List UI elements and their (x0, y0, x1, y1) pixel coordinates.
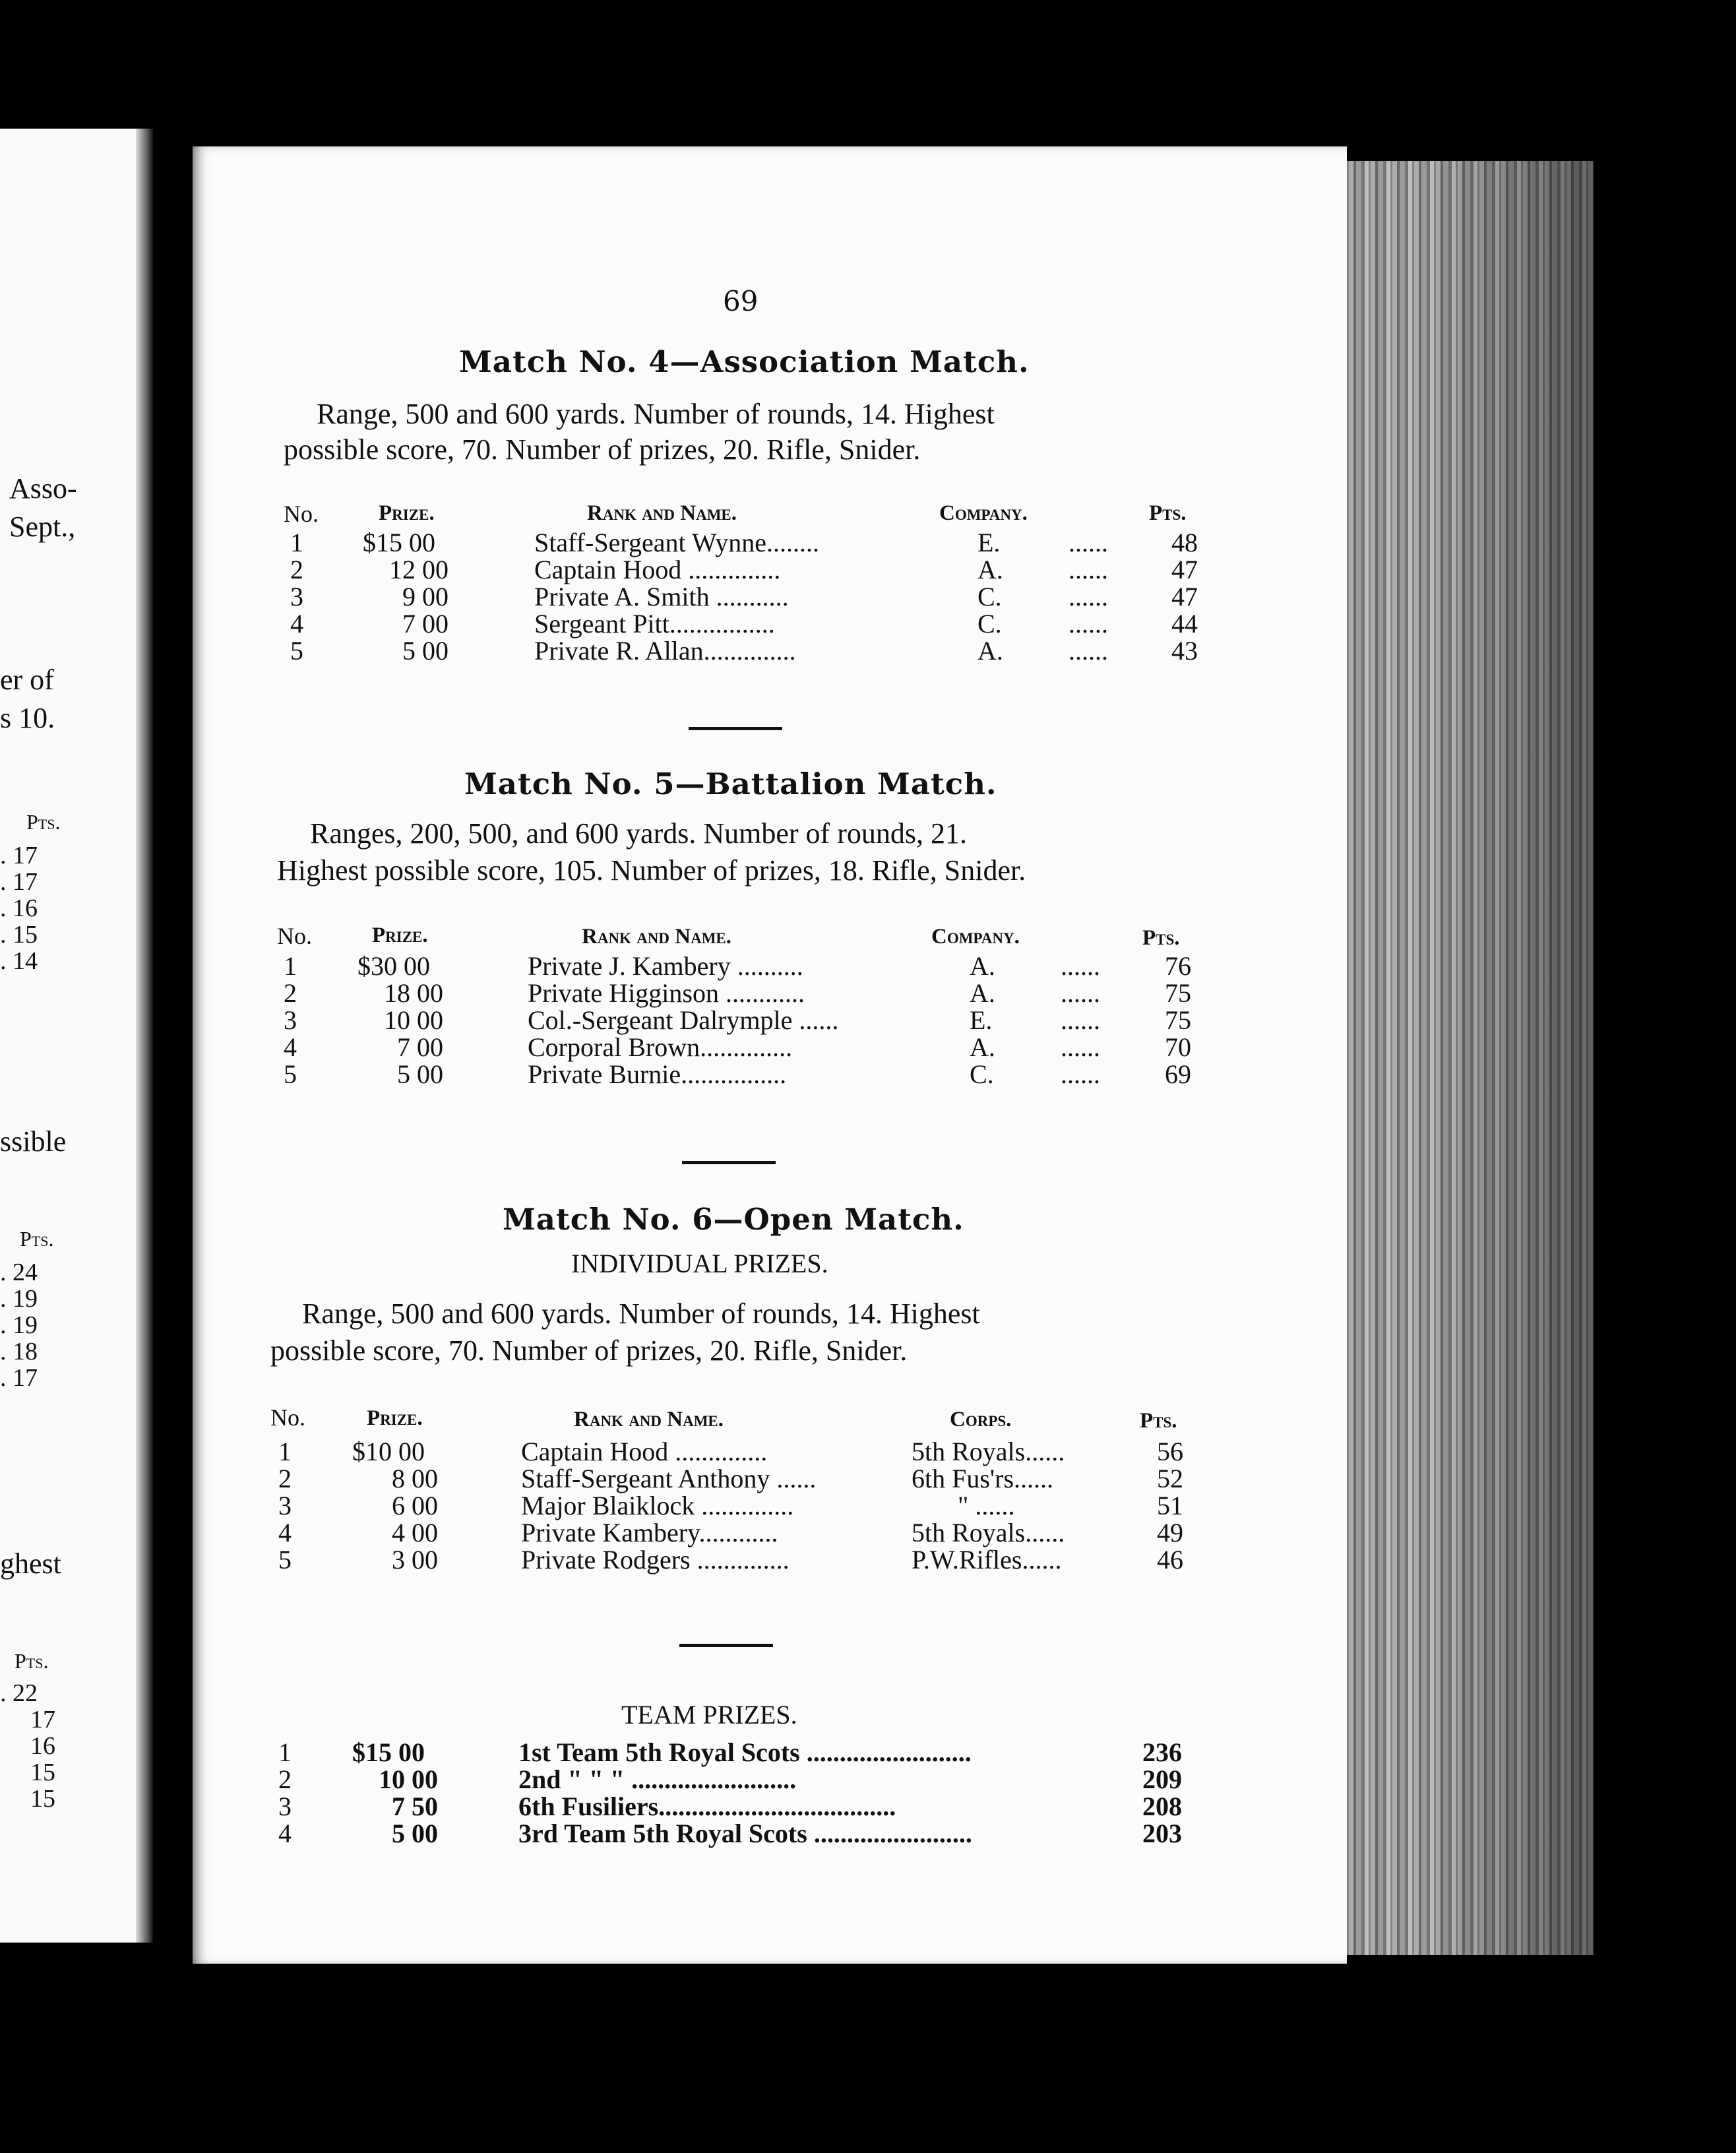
row-prize: $30 00 (357, 951, 430, 981)
row-name: Sergeant Pitt................ (534, 609, 775, 639)
row-name: Private J. Kambery .......... (528, 951, 803, 981)
match6-title: Match No. 6—Open Match. (503, 1202, 964, 1237)
row-company: C. (977, 582, 1002, 611)
row-dots: ...... (1069, 582, 1108, 611)
left-fragment: . 18 (0, 1338, 38, 1365)
col-header-prize: Prize. (372, 923, 428, 947)
left-fragment: Pts. (15, 1649, 49, 1673)
row-prize: 5 00 (392, 1819, 438, 1848)
row-company: A. (977, 555, 1003, 584)
row-name: 2nd " " " ......................... (518, 1764, 797, 1794)
row-pts: 209 (1142, 1764, 1182, 1794)
row-prize: $15 00 (363, 528, 435, 557)
left-fragment: ssible (0, 1125, 67, 1158)
row-name: Private Higginson ............ (528, 978, 805, 1008)
row-prize: 18 00 (384, 978, 443, 1008)
row-dots: ...... (1069, 636, 1108, 666)
left-fragment: Pts. (20, 1227, 54, 1251)
row-name: 1st Team 5th Royal Scots ......................... (518, 1737, 972, 1767)
row-no: 2 (290, 555, 303, 584)
row-no: 5 (290, 636, 303, 666)
row-pts: 203 (1142, 1819, 1182, 1848)
row-name: Private R. Allan.............. (534, 636, 796, 666)
row-prize: 7 00 (402, 609, 449, 639)
row-pts: 69 (1165, 1059, 1191, 1089)
row-prize: $10 00 (352, 1437, 425, 1466)
row-no: 2 (278, 1464, 292, 1493)
row-no: 4 (278, 1819, 292, 1848)
row-name: Captain Hood .............. (521, 1437, 768, 1466)
row-prize: 7 00 (397, 1032, 443, 1062)
match5-para-line1: Ranges, 200, 500, and 600 yards. Number of rounds, 21. (310, 817, 967, 850)
row-dots: ...... (1069, 528, 1108, 557)
col-header-name: Rank and Name. (582, 925, 732, 949)
col-header-name: Rank and Name. (587, 501, 737, 525)
row-pts: 43 (1171, 636, 1198, 666)
row-name: Private Kambery............ (521, 1518, 778, 1547)
left-fragment: s 10. (0, 702, 55, 734)
row-name: 6th Fusiliers.................................... (518, 1792, 896, 1821)
left-fragment: . 17 (0, 842, 38, 869)
book-page (193, 146, 1347, 1964)
row-pts: 75 (1165, 1005, 1191, 1035)
row-company: C. (970, 1059, 994, 1089)
match6-para-line1: Range, 500 and 600 yards. Number of rounds, 14. Highest (302, 1297, 980, 1330)
row-prize: 5 00 (397, 1059, 443, 1089)
row-pts: 51 (1157, 1491, 1183, 1520)
left-fragment: . 14 (0, 947, 38, 975)
row-prize: 10 00 (379, 1764, 438, 1794)
row-no: 5 (278, 1545, 292, 1575)
row-prize: 7 50 (392, 1792, 438, 1821)
row-pts: 48 (1171, 528, 1198, 557)
row-prize: 3 00 (392, 1545, 438, 1575)
row-prize: 12 00 (389, 555, 449, 584)
row-company: A. (977, 636, 1003, 666)
col-header-prize: Prize. (379, 501, 435, 525)
previous-page-fragment (0, 129, 153, 1943)
left-fragment: 16 (30, 1732, 55, 1760)
section-divider (689, 727, 782, 730)
team-prizes-heading: TEAM PRIZES. (621, 1700, 797, 1730)
row-no: 2 (278, 1764, 292, 1794)
row-no: 5 (284, 1059, 297, 1089)
row-no: 1 (290, 528, 303, 557)
row-pts: 70 (1165, 1032, 1191, 1062)
col-header-company: Company. (939, 501, 1028, 525)
row-company: E. (977, 528, 1001, 557)
left-fragment: 15 (30, 1759, 55, 1786)
row-dots: ...... (1061, 1059, 1100, 1089)
row-dots: ...... (1061, 951, 1100, 981)
left-fragment: Pts. (26, 810, 61, 834)
row-name: Major Blaiklock .............. (521, 1491, 794, 1520)
row-name: Staff-Sergeant Anthony ...... (521, 1464, 817, 1493)
row-dots: ...... (1069, 609, 1108, 639)
row-corps: P.W.Rifles...... (912, 1545, 1062, 1575)
match4-para-line2: possible score, 70. Number of prizes, 20. Rifle, Snider. (284, 433, 921, 466)
row-name: Private A. Smith ........... (534, 582, 789, 611)
row-no: 4 (290, 609, 303, 639)
section-divider (682, 1161, 776, 1164)
row-no: 3 (284, 1005, 297, 1035)
left-fragment: ghest (0, 1547, 61, 1580)
row-no: 1 (284, 951, 297, 981)
row-name: Col.-Sergeant Dalrymple ...... (528, 1005, 839, 1035)
book-edge-shadow (1425, 161, 1594, 1955)
row-no: 3 (278, 1491, 292, 1520)
row-name: Captain Hood .............. (534, 555, 781, 584)
row-company: A. (970, 978, 995, 1008)
row-name: 3rd Team 5th Royal Scots ........................ (518, 1819, 972, 1848)
left-fragment: . 22 (0, 1679, 38, 1707)
left-fragment: er of (0, 664, 54, 696)
row-corps: 5th Royals...... (912, 1518, 1065, 1547)
match5-para-line2: Highest possible score, 105. Number of prizes, 18. Rifle, Snider. (277, 854, 1026, 887)
row-prize: 8 00 (392, 1464, 438, 1493)
col-header-prize: Prize. (367, 1406, 423, 1430)
row-name: Private Burnie................ (528, 1059, 787, 1089)
row-no: 4 (278, 1518, 292, 1547)
left-fragment: 17 (30, 1706, 55, 1733)
row-pts: 47 (1171, 555, 1198, 584)
match4-para-line1: Range, 500 and 600 yards. Number of rounds, 14. Highest (317, 398, 995, 430)
individual-prizes-heading: INDIVIDUAL PRIZES. (571, 1249, 828, 1278)
row-no: 3 (278, 1792, 292, 1821)
col-header-pts: Pts. (1140, 1409, 1177, 1433)
left-fragment: . 15 (0, 921, 38, 949)
row-no: 1 (278, 1437, 292, 1466)
col-header-pts: Pts. (1142, 926, 1180, 950)
row-dots: ...... (1061, 1005, 1100, 1035)
left-fragment: . 17 (0, 868, 38, 896)
row-pts: 236 (1142, 1737, 1182, 1767)
col-header-name: Rank and Name. (574, 1408, 724, 1431)
row-prize: 4 00 (392, 1518, 438, 1547)
row-corps: " ...... (958, 1491, 1015, 1520)
left-fragment: . 19 (0, 1311, 38, 1339)
row-pts: 76 (1165, 951, 1191, 981)
row-company: E. (970, 1005, 993, 1035)
row-name: Private Rodgers .............. (521, 1545, 790, 1575)
row-corps: 6th Fus'rs...... (912, 1464, 1054, 1493)
col-header-company: Company. (931, 925, 1020, 949)
left-fragment: . 16 (0, 894, 38, 922)
row-pts: 208 (1142, 1792, 1182, 1821)
row-pts: 75 (1165, 978, 1191, 1008)
row-pts: 49 (1157, 1518, 1183, 1547)
page-number: 69 (723, 285, 759, 317)
section-divider (679, 1644, 773, 1647)
row-no: 2 (284, 978, 297, 1008)
row-prize: 6 00 (392, 1491, 438, 1520)
row-prize: 9 00 (402, 582, 449, 611)
match6-para-line2: possible score, 70. Number of prizes, 20. Rifle, Snider. (270, 1334, 908, 1367)
left-fragment: Asso- (9, 472, 77, 505)
row-pts: 46 (1157, 1545, 1183, 1575)
row-company: A. (970, 951, 995, 981)
col-header-corps: Corps. (950, 1408, 1012, 1431)
left-fragment: . 24 (0, 1259, 38, 1286)
row-no: 4 (284, 1032, 297, 1062)
left-fragment: Sept., (9, 511, 76, 543)
row-pts: 44 (1171, 609, 1198, 639)
col-header-no: No. (277, 923, 312, 949)
row-pts: 52 (1157, 1464, 1183, 1493)
match5-title: Match No. 5—Battalion Match. (464, 766, 997, 801)
row-name: Staff-Sergeant Wynne........ (534, 528, 819, 557)
row-name: Corporal Brown.............. (528, 1032, 793, 1062)
row-no: 3 (290, 582, 303, 611)
row-dots: ...... (1061, 978, 1100, 1008)
row-no: 1 (278, 1737, 292, 1767)
page-gutter (136, 129, 153, 1943)
row-prize: $15 00 (352, 1737, 425, 1767)
left-fragment: 15 (30, 1785, 55, 1813)
match4-title: Match No. 4—Association Match. (459, 344, 1030, 379)
row-company: A. (970, 1032, 995, 1062)
col-header-no: No. (284, 501, 319, 527)
row-prize: 10 00 (384, 1005, 443, 1035)
col-header-no: No. (270, 1404, 305, 1431)
left-fragment: . 19 (0, 1285, 38, 1313)
col-header-pts: Pts. (1149, 501, 1187, 525)
row-pts: 56 (1157, 1437, 1183, 1466)
row-dots: ...... (1061, 1032, 1100, 1062)
row-company: C. (977, 609, 1002, 639)
row-corps: 5th Royals...... (912, 1437, 1065, 1466)
left-fragment: . 17 (0, 1364, 38, 1392)
row-pts: 47 (1171, 582, 1198, 611)
row-dots: ...... (1069, 555, 1108, 584)
row-prize: 5 00 (402, 636, 449, 666)
